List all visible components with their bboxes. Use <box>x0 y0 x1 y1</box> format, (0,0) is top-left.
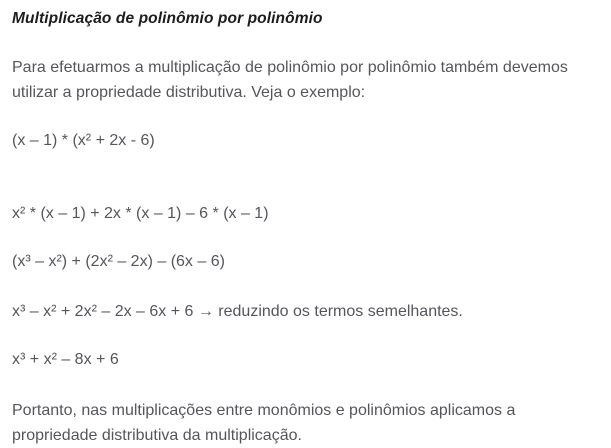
math-line-distributive-expansion: x² * (x – 1) + 2x * (x – 1) – 6 * (x – 1) <box>12 205 269 222</box>
intro-paragraph: Para efetuarmos a multiplicação de polinômio por polinômio também devemos utilizar a propriedade distributiva. Veja o exemplo: <box>12 59 568 101</box>
math-line-reduce-like-terms: x³ – x² + 2x² – 2x – 6x + 6 → reduzindo os termos semelhantes. <box>12 303 463 320</box>
conclusion-paragraph: Portanto, nas multiplicações entre monômios e polinômios aplicamos a propriedade distributiva da multiplicação. <box>12 402 516 444</box>
article-title: Multiplicação de polinômio por polinômio <box>12 10 323 27</box>
math-line-initial-product: (x – 1) * (x² + 2x - 6) <box>12 132 155 149</box>
math-line-final-result: x³ + x² – 8x + 6 <box>12 351 119 368</box>
math-line-grouped-terms: (x³ – x²) + (2x² – 2x) – (6x – 6) <box>12 253 225 270</box>
